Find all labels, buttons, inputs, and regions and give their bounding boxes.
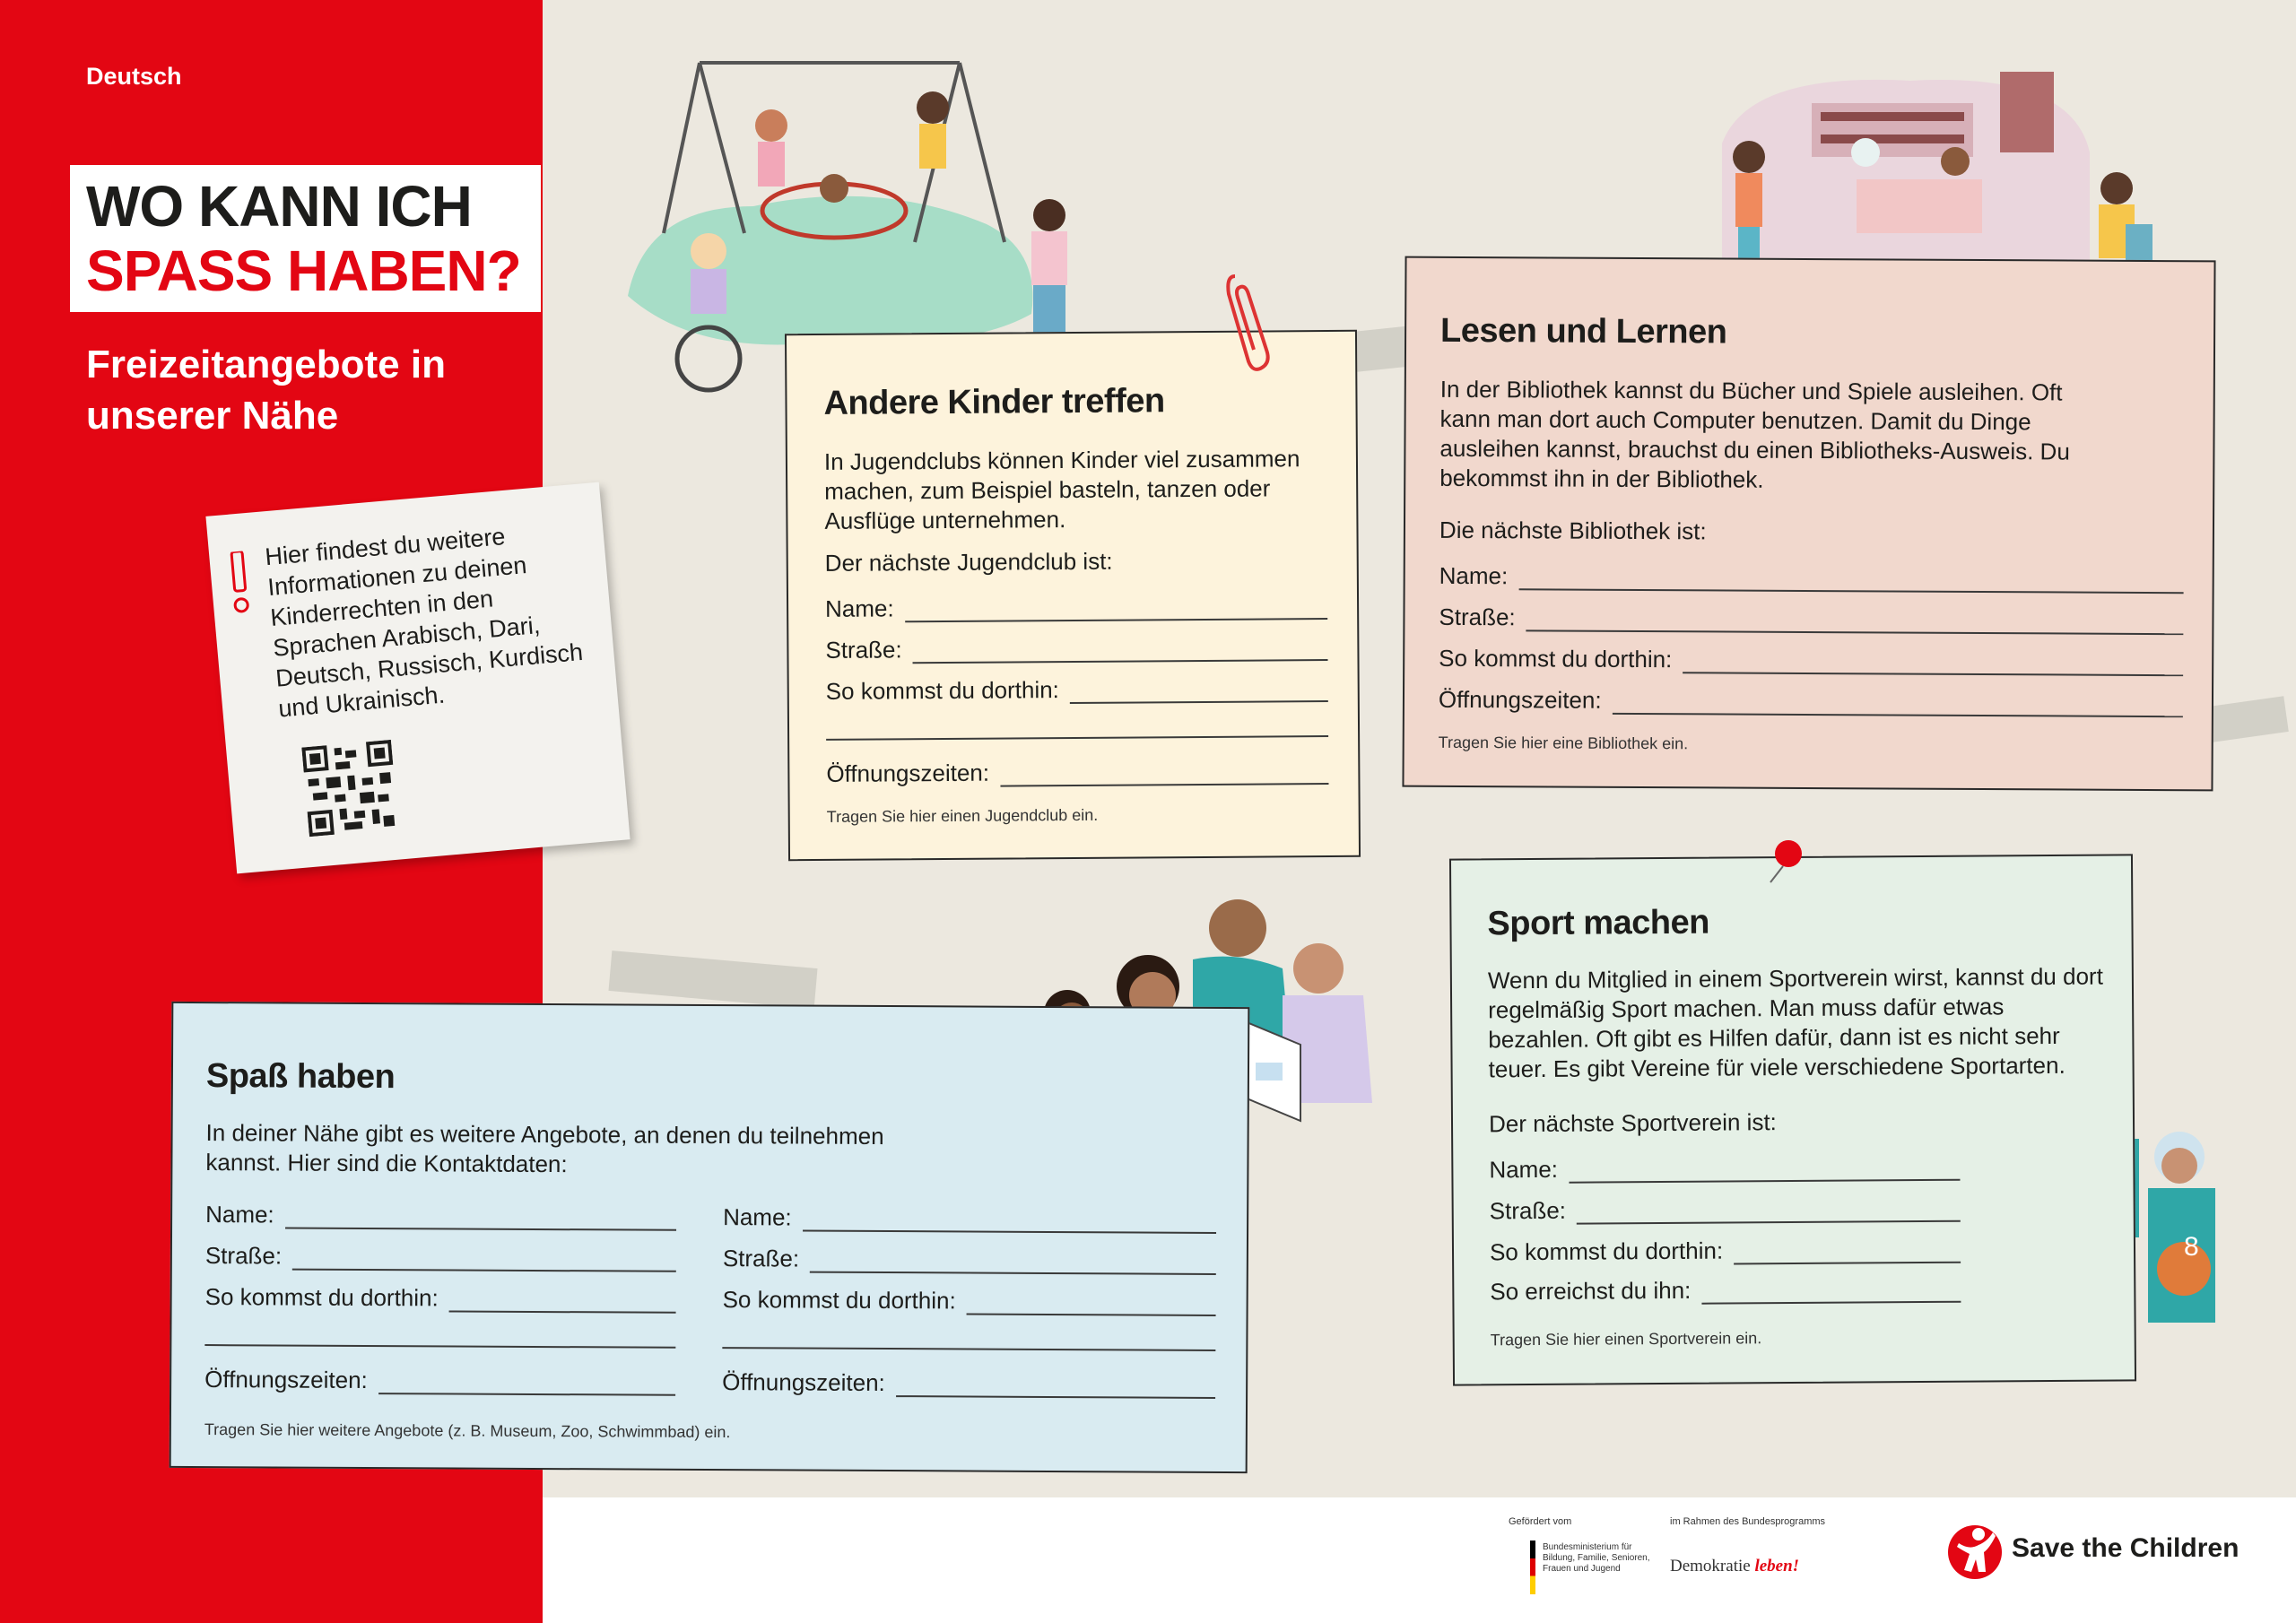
field-label: Name: bbox=[205, 1201, 274, 1228]
spass-name-field-1[interactable] bbox=[205, 1201, 676, 1231]
paperclip-icon bbox=[1222, 267, 1275, 375]
footer-rahmen: im Rahmen des Bundesprogramms bbox=[1670, 1516, 1826, 1527]
sport-erreich-field[interactable] bbox=[1490, 1275, 1961, 1306]
field-label: So kommst du dorthin: bbox=[1439, 644, 1673, 673]
card-sport bbox=[1449, 854, 2136, 1385]
subtitle: Freizeitangebote in unserer Nähe bbox=[86, 343, 446, 438]
field-label: Straße: bbox=[204, 1242, 283, 1270]
demokratie-logo bbox=[1670, 1557, 1799, 1576]
sport-name-field[interactable] bbox=[1489, 1153, 1960, 1185]
flag-icon bbox=[1530, 1541, 1535, 1594]
kinder-weg-field[interactable] bbox=[826, 674, 1328, 706]
card-kinder bbox=[785, 330, 1361, 861]
field-label: So erreichst du ihn: bbox=[1490, 1276, 1692, 1306]
card-kinder-prompt: Der nächste Jugendclub ist: bbox=[824, 547, 1113, 577]
save-the-children-wordmark: Save the Children bbox=[2012, 1533, 2239, 1563]
spass-extra-line-2[interactable] bbox=[722, 1345, 1215, 1351]
spass-strasse-field-2[interactable] bbox=[723, 1245, 1216, 1275]
card-spass-title: Spaß haben bbox=[205, 1057, 396, 1097]
field-label: Straße: bbox=[825, 636, 902, 664]
info-text: Hier findest du weitere Informationen zu deinen Kinderrechten in den Sprachen Arabisch, Dari, Deutsch, Russisch, Kurdisch und Ukrainisch. bbox=[264, 522, 585, 723]
card-sport-title: Sport machen bbox=[1487, 903, 1709, 943]
spass-zeiten-field-1[interactable] bbox=[204, 1366, 675, 1396]
card-sport-prompt: Der nächste Sportverein ist: bbox=[1488, 1108, 1777, 1138]
card-sport-note: Tragen Sie hier einen Sportverein ein. bbox=[1490, 1329, 1762, 1350]
card-sport-text: Wenn du Mitglied in einem Sportverein wirst, kannst du dort regelmäßig Sport machen. Man muss dafür etwas bezahlen. Oft gibt es Hilfen dafür, dann ist es nicht sehr teuer. Es gibt Vereine für viele verschiedene Sportarten. bbox=[1487, 962, 2103, 1083]
lesen-weg-field[interactable] bbox=[1439, 645, 2183, 676]
title-line-1: WO KANN ICH bbox=[86, 174, 472, 239]
field-label: Name: bbox=[723, 1203, 792, 1231]
card-lesen-text: In der Bibliothek kannst du Bücher und Spiele ausleihen. Oft kann man dort auch Computer benutzen. Damit du Dinge ausleihen kannst, brauchst du einen Bibliotheks-Ausweis. Du bekommst ihn in der Bibliothek. bbox=[1439, 375, 2070, 493]
demokratie-word: Demokratie bbox=[1670, 1557, 1751, 1575]
card-lesen-prompt: Die nächste Bibliothek ist: bbox=[1439, 516, 1707, 545]
card-spass bbox=[170, 1002, 1250, 1473]
card-lesen-title: Lesen und Lernen bbox=[1440, 311, 1727, 352]
field-label: Straße: bbox=[1439, 603, 1516, 631]
title-line-2: SPASS HABEN? bbox=[86, 239, 521, 303]
card-lesen bbox=[1402, 256, 2215, 792]
leben-word: leben! bbox=[1754, 1557, 1800, 1575]
title-box bbox=[70, 165, 541, 312]
sport-weg-field[interactable] bbox=[1490, 1236, 1961, 1267]
lesen-strasse-field[interactable] bbox=[1439, 603, 2183, 635]
tape-strip bbox=[608, 950, 817, 1009]
card-kinder-text: In Jugendclubs können Kinder viel zusammen machen, zum Beispiel basteln, tanzen oder Ausflüge unternehmen. bbox=[823, 445, 1300, 534]
spass-name-field-2[interactable] bbox=[723, 1203, 1216, 1234]
svg-text:8: 8 bbox=[2184, 1232, 2199, 1262]
spass-weg-field-2[interactable] bbox=[723, 1286, 1216, 1316]
spass-extra-line-1[interactable] bbox=[204, 1342, 675, 1349]
field-label: So kommst du dorthin: bbox=[204, 1283, 439, 1312]
kinder-name-field[interactable] bbox=[825, 592, 1327, 623]
kinder-zeiten-field[interactable] bbox=[826, 757, 1328, 788]
card-kinder-note: Tragen Sie hier einen Jugendclub ein. bbox=[826, 805, 1099, 826]
footer-ministerium: Bundesministerium für Bildung, Familie, Senioren, Frauen und Jugend bbox=[1543, 1542, 1650, 1574]
sport-strasse-field[interactable] bbox=[1490, 1194, 1961, 1226]
field-label: Öffnungszeiten: bbox=[204, 1366, 368, 1394]
card-kinder-title: Andere Kinder treffen bbox=[823, 382, 1165, 422]
card-lesen-note: Tragen Sie hier eine Bibliothek ein. bbox=[1438, 733, 1689, 753]
save-the-children-icon bbox=[1946, 1520, 2004, 1583]
language-label: Deutsch bbox=[86, 63, 182, 90]
kinder-strasse-field[interactable] bbox=[825, 633, 1327, 664]
info-note bbox=[205, 482, 630, 874]
exclamation-icon bbox=[229, 551, 250, 614]
field-label: So kommst du dorthin: bbox=[722, 1286, 956, 1315]
spass-strasse-field-1[interactable] bbox=[205, 1242, 676, 1272]
field-label: Straße: bbox=[1489, 1196, 1567, 1225]
field-label: Name: bbox=[1489, 1155, 1559, 1184]
qr-code-icon[interactable] bbox=[301, 740, 398, 837]
field-label: Öffnungszeiten: bbox=[722, 1368, 885, 1397]
footer-gefoerdert: Gefördert vom bbox=[1509, 1516, 1572, 1527]
spass-weg-field-1[interactable] bbox=[205, 1283, 676, 1314]
field-label: So kommst du dorthin: bbox=[1489, 1237, 1724, 1266]
field-label: Straße: bbox=[722, 1245, 800, 1272]
field-label: Name: bbox=[824, 595, 894, 622]
field-label: So kommst du dorthin: bbox=[825, 676, 1059, 705]
spass-zeiten-field-2[interactable] bbox=[722, 1368, 1215, 1399]
pin-icon bbox=[1767, 832, 1821, 886]
card-spass-note: Tragen Sie hier weitere Angebote (z. B. Museum, Zoo, Schwimmbad) ein. bbox=[204, 1420, 731, 1442]
kinder-extra-line[interactable] bbox=[826, 733, 1328, 741]
card-spass-text: In deiner Nähe gibt es weitere Angebote, an denen du teilnehmen kannst. Hier sind die Kontaktdaten: bbox=[205, 1119, 884, 1178]
lesen-name-field[interactable] bbox=[1439, 562, 2184, 594]
field-label: Öffnungszeiten: bbox=[826, 759, 990, 787]
field-label: Öffnungszeiten: bbox=[1438, 685, 1602, 714]
field-label: Name: bbox=[1439, 561, 1509, 590]
lesen-zeiten-field[interactable] bbox=[1439, 686, 2183, 717]
